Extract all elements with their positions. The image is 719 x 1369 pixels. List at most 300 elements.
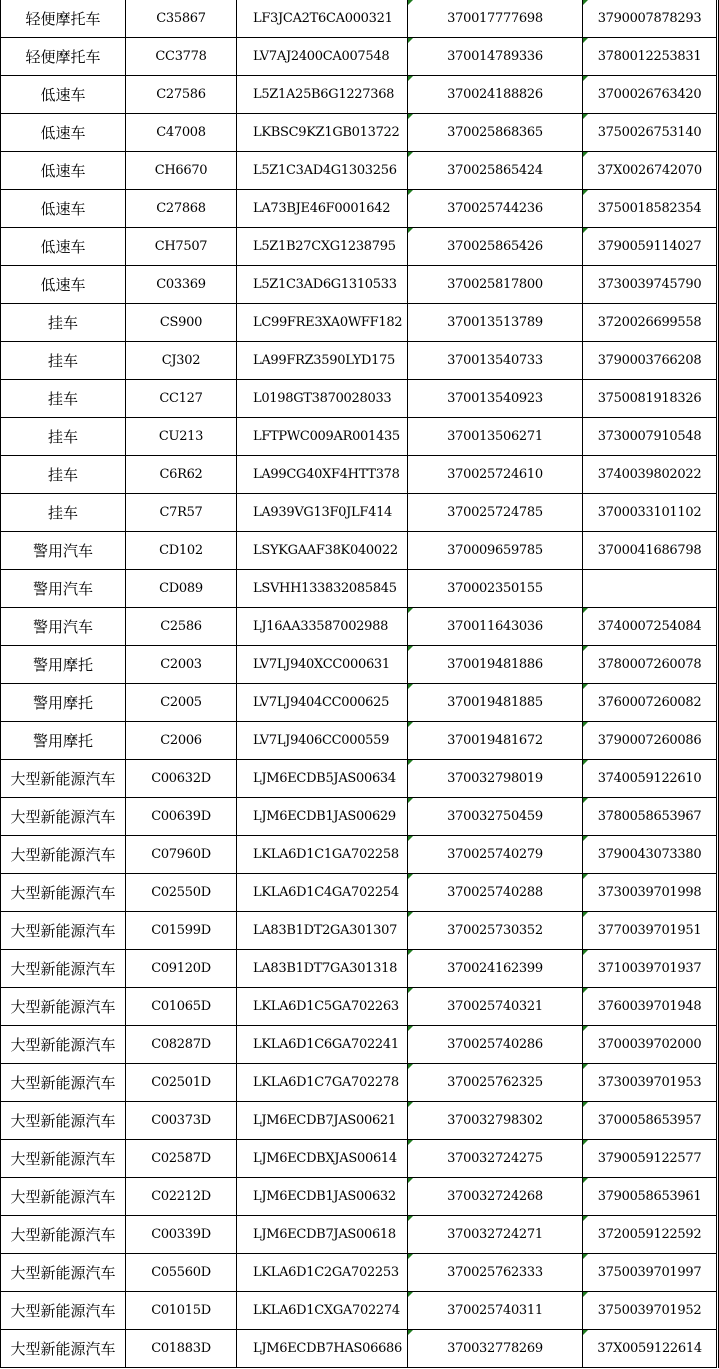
number-a-cell[interactable] bbox=[408, 722, 583, 760]
vin-number: LV7LJ9404CC000625 bbox=[253, 695, 390, 710]
number-a-cell[interactable] bbox=[408, 1216, 583, 1254]
number-a-cell[interactable] bbox=[408, 798, 583, 836]
number-a-cell[interactable] bbox=[408, 1026, 583, 1064]
vin-number: LJM6ECDB7JAS00618 bbox=[253, 1227, 396, 1242]
text-number-marker-icon bbox=[408, 114, 413, 119]
text-number-marker-icon bbox=[583, 1026, 588, 1031]
vehicle-type-cell[interactable] bbox=[1, 1140, 126, 1178]
number-a-cell[interactable] bbox=[408, 912, 583, 950]
number-b: 3730039701953 bbox=[597, 1075, 702, 1090]
vehicle-type-cell[interactable] bbox=[1, 304, 126, 342]
plate-number: C03369 bbox=[156, 277, 206, 292]
text-number-marker-icon bbox=[408, 988, 413, 993]
vehicle-type-cell[interactable] bbox=[1, 608, 126, 646]
vehicle-type: 警用汽车 bbox=[32, 542, 93, 560]
text-number-marker-icon bbox=[408, 608, 413, 613]
text-number-marker-icon bbox=[408, 1178, 413, 1183]
number-b-cell[interactable] bbox=[583, 912, 717, 950]
plate-cell[interactable] bbox=[126, 1026, 237, 1064]
vehicle-type: 警用摩托 bbox=[32, 732, 93, 750]
number-a-cell[interactable] bbox=[408, 1330, 583, 1368]
plate-number: C00373D bbox=[151, 1113, 211, 1128]
number-a: 370025762333 bbox=[447, 1265, 543, 1280]
number-a: 370024162399 bbox=[447, 961, 543, 976]
plate-cell[interactable] bbox=[126, 1292, 237, 1330]
vehicle-type: 挂车 bbox=[47, 428, 78, 446]
vehicle-type: 低速车 bbox=[40, 124, 86, 142]
number-a: 370025724610 bbox=[447, 467, 543, 482]
vehicle-type-cell[interactable] bbox=[1, 798, 126, 836]
vehicle-type: 低速车 bbox=[40, 276, 86, 294]
number-a-cell[interactable] bbox=[408, 76, 583, 114]
number-a-cell[interactable] bbox=[408, 1140, 583, 1178]
text-number-marker-icon bbox=[583, 1254, 588, 1259]
plate-number: C05560D bbox=[151, 1265, 211, 1280]
number-b-cell[interactable] bbox=[583, 608, 717, 646]
vin-cell[interactable] bbox=[237, 912, 408, 950]
plate-cell[interactable] bbox=[126, 532, 237, 570]
table-row bbox=[1, 114, 717, 152]
plate-cell[interactable] bbox=[126, 1216, 237, 1254]
vin-cell[interactable] bbox=[237, 798, 408, 836]
plate-cell[interactable] bbox=[126, 1178, 237, 1216]
plate-number: C02212D bbox=[151, 1189, 211, 1204]
vin-cell[interactable] bbox=[237, 1254, 408, 1292]
vehicle-type-cell[interactable] bbox=[1, 1330, 126, 1368]
number-a-cell[interactable] bbox=[408, 0, 583, 38]
number-a-cell[interactable] bbox=[408, 874, 583, 912]
number-b-cell[interactable] bbox=[583, 152, 717, 190]
plate-number: C2005 bbox=[160, 695, 202, 710]
plate-cell[interactable] bbox=[126, 1330, 237, 1368]
vin-number: LKLA6D1C7GA702278 bbox=[253, 1075, 399, 1090]
vin-cell[interactable] bbox=[237, 722, 408, 760]
vin-cell[interactable] bbox=[237, 1102, 408, 1140]
vehicle-type-cell[interactable] bbox=[1, 532, 126, 570]
vehicle-type-cell[interactable] bbox=[1, 190, 126, 228]
number-b-cell[interactable] bbox=[583, 304, 717, 342]
plate-cell[interactable] bbox=[126, 1140, 237, 1178]
number-a-cell[interactable] bbox=[408, 684, 583, 722]
vehicle-type-cell[interactable] bbox=[1, 1064, 126, 1102]
number-a-cell[interactable] bbox=[408, 304, 583, 342]
number-b: 3720026699558 bbox=[597, 315, 702, 330]
vehicle-type-cell[interactable] bbox=[1, 874, 126, 912]
number-a: 370032724271 bbox=[447, 1227, 543, 1242]
number-b-cell[interactable] bbox=[583, 1178, 717, 1216]
plate-cell[interactable] bbox=[126, 228, 237, 266]
vin-number: LV7AJ2400CA007548 bbox=[253, 49, 390, 64]
number-b-cell[interactable] bbox=[583, 646, 717, 684]
vehicle-type-cell[interactable] bbox=[1, 1178, 126, 1216]
plate-cell[interactable] bbox=[126, 912, 237, 950]
table-row bbox=[1, 836, 717, 874]
vehicle-type: 挂车 bbox=[47, 466, 78, 484]
number-a: 370025865424 bbox=[447, 163, 543, 178]
number-a-cell[interactable] bbox=[408, 114, 583, 152]
number-b-cell[interactable] bbox=[583, 1064, 717, 1102]
number-b-cell[interactable] bbox=[583, 342, 717, 380]
vin-number: LKLA6D1C4GA702254 bbox=[253, 885, 399, 900]
vin-cell[interactable] bbox=[237, 1064, 408, 1102]
number-a: 370025724785 bbox=[447, 505, 543, 520]
number-b: 3790007260086 bbox=[597, 733, 702, 748]
table-row bbox=[1, 152, 717, 190]
plate-number: C27868 bbox=[156, 201, 206, 216]
vehicle-type: 大型新能源汽车 bbox=[10, 884, 116, 902]
table-row bbox=[1, 798, 717, 836]
plate-cell[interactable] bbox=[126, 950, 237, 988]
number-a: 370014789336 bbox=[447, 49, 543, 64]
number-a-cell[interactable] bbox=[408, 988, 583, 1026]
number-a-cell[interactable] bbox=[408, 228, 583, 266]
vin-number: LJM6ECDB1JAS00629 bbox=[253, 809, 396, 824]
number-b-cell[interactable] bbox=[583, 988, 717, 1026]
number-b-cell[interactable] bbox=[583, 532, 717, 570]
table-row bbox=[1, 342, 717, 380]
number-b: 3760039701948 bbox=[597, 999, 702, 1014]
vin-number: LKLA6D1CXGA702274 bbox=[253, 1303, 400, 1318]
table-row bbox=[1, 0, 717, 38]
plate-number: C27586 bbox=[156, 87, 206, 102]
plate-cell[interactable] bbox=[126, 38, 237, 76]
vin-number: L5Z1B27CXG1238795 bbox=[253, 239, 396, 254]
number-a: 370019481885 bbox=[447, 695, 543, 710]
vehicle-type-cell[interactable] bbox=[1, 1292, 126, 1330]
text-number-marker-icon bbox=[583, 836, 588, 841]
number-a: 370025868365 bbox=[447, 125, 543, 140]
plate-number: C7R57 bbox=[159, 505, 203, 520]
vin-cell[interactable] bbox=[237, 1140, 408, 1178]
vehicle-type-cell[interactable] bbox=[1, 1102, 126, 1140]
plate-cell[interactable] bbox=[126, 152, 237, 190]
vin-cell[interactable] bbox=[237, 684, 408, 722]
plate-cell[interactable] bbox=[126, 266, 237, 304]
vin-cell[interactable] bbox=[237, 760, 408, 798]
number-b: 3770039701951 bbox=[597, 923, 702, 938]
plate-cell[interactable] bbox=[126, 646, 237, 684]
plate-number: C08287D bbox=[151, 1037, 211, 1052]
number-a-cell[interactable] bbox=[408, 1292, 583, 1330]
vin-cell[interactable] bbox=[237, 190, 408, 228]
vin-number: LKLA6D1C5GA702263 bbox=[253, 999, 399, 1014]
vehicle-type: 挂车 bbox=[47, 314, 78, 332]
plate-number: C02550D bbox=[151, 885, 211, 900]
table-row bbox=[1, 646, 717, 684]
vin-cell[interactable] bbox=[237, 38, 408, 76]
vin-cell[interactable] bbox=[237, 380, 408, 418]
vin-cell[interactable] bbox=[237, 532, 408, 570]
number-b: 3790058653961 bbox=[597, 1189, 702, 1204]
number-a-cell[interactable] bbox=[408, 570, 583, 608]
number-b-cell[interactable] bbox=[583, 1254, 717, 1292]
number-b-cell[interactable] bbox=[583, 1292, 717, 1330]
vehicle-type-cell[interactable] bbox=[1, 266, 126, 304]
vin-number: LA73BJE46F0001642 bbox=[253, 201, 391, 216]
number-a-cell[interactable] bbox=[408, 190, 583, 228]
vehicle-type-cell[interactable] bbox=[1, 570, 126, 608]
plate-cell[interactable] bbox=[126, 418, 237, 456]
vehicle-type-cell[interactable] bbox=[1, 684, 126, 722]
number-b-cell[interactable] bbox=[583, 760, 717, 798]
number-b: 3750039701997 bbox=[597, 1265, 702, 1280]
vehicle-type-cell[interactable] bbox=[1, 494, 126, 532]
plate-cell[interactable] bbox=[126, 760, 237, 798]
vehicle-type-cell[interactable] bbox=[1, 76, 126, 114]
vin-cell[interactable] bbox=[237, 1216, 408, 1254]
vin-number: LJM6ECDB7JAS00621 bbox=[253, 1113, 396, 1128]
number-b-cell[interactable] bbox=[583, 114, 717, 152]
vehicle-type-cell[interactable] bbox=[1, 1026, 126, 1064]
vehicle-type: 大型新能源汽车 bbox=[10, 1340, 116, 1358]
vehicle-type-cell[interactable] bbox=[1, 380, 126, 418]
number-a-cell[interactable] bbox=[408, 1102, 583, 1140]
table-row bbox=[1, 684, 717, 722]
table-row bbox=[1, 266, 717, 304]
plate-cell[interactable] bbox=[126, 874, 237, 912]
number-b-cell[interactable] bbox=[583, 76, 717, 114]
number-a-cell[interactable] bbox=[408, 1254, 583, 1292]
number-a-cell[interactable] bbox=[408, 38, 583, 76]
text-number-marker-icon bbox=[408, 1026, 413, 1031]
plate-cell[interactable] bbox=[126, 1102, 237, 1140]
vehicle-type-cell[interactable] bbox=[1, 912, 126, 950]
number-a-cell[interactable] bbox=[408, 532, 583, 570]
number-b-cell[interactable] bbox=[583, 456, 717, 494]
number-a-cell[interactable] bbox=[408, 152, 583, 190]
vin-cell[interactable] bbox=[237, 304, 408, 342]
plate-cell[interactable] bbox=[126, 342, 237, 380]
vin-cell[interactable] bbox=[237, 1026, 408, 1064]
vin-cell[interactable] bbox=[237, 950, 408, 988]
vehicle-type: 大型新能源汽车 bbox=[10, 770, 116, 788]
table-row bbox=[1, 228, 717, 266]
number-a-cell[interactable] bbox=[408, 760, 583, 798]
vehicle-type-cell[interactable] bbox=[1, 228, 126, 266]
plate-cell[interactable] bbox=[126, 190, 237, 228]
text-number-marker-icon bbox=[408, 1140, 413, 1145]
number-b-cell[interactable] bbox=[583, 1330, 717, 1368]
vehicle-type-cell[interactable] bbox=[1, 152, 126, 190]
vin-number: LC99FRE3XA0WFF182 bbox=[253, 315, 403, 330]
vin-number: LKLA6D1C6GA702241 bbox=[253, 1037, 399, 1052]
vin-cell[interactable] bbox=[237, 456, 408, 494]
plate-cell[interactable] bbox=[126, 798, 237, 836]
table-row bbox=[1, 608, 717, 646]
number-b-cell[interactable] bbox=[583, 228, 717, 266]
number-a-cell[interactable] bbox=[408, 950, 583, 988]
plate-number: C00632D bbox=[151, 771, 211, 786]
number-b-cell[interactable] bbox=[583, 1216, 717, 1254]
vin-number: LV7LJ9406CC000559 bbox=[253, 733, 390, 748]
plate-cell[interactable] bbox=[126, 114, 237, 152]
vin-cell[interactable] bbox=[237, 494, 408, 532]
number-b-cell[interactable] bbox=[583, 494, 717, 532]
table-row bbox=[1, 190, 717, 228]
number-b-cell[interactable] bbox=[583, 380, 717, 418]
vehicle-type-cell[interactable] bbox=[1, 0, 126, 38]
number-a: 370024188826 bbox=[447, 87, 543, 102]
plate-cell[interactable] bbox=[126, 304, 237, 342]
text-number-marker-icon bbox=[583, 76, 588, 81]
plate-cell[interactable] bbox=[126, 684, 237, 722]
number-b: 3750018582354 bbox=[597, 201, 702, 216]
vin-cell[interactable] bbox=[237, 152, 408, 190]
number-a-cell[interactable] bbox=[408, 494, 583, 532]
plate-cell[interactable] bbox=[126, 570, 237, 608]
text-number-marker-icon bbox=[583, 1140, 588, 1145]
vin-cell[interactable] bbox=[237, 418, 408, 456]
number-b-cell[interactable] bbox=[583, 722, 717, 760]
plate-cell[interactable] bbox=[126, 456, 237, 494]
vin-cell[interactable] bbox=[237, 1330, 408, 1368]
number-b-cell[interactable] bbox=[583, 1140, 717, 1178]
vin-cell[interactable] bbox=[237, 228, 408, 266]
number-a-cell[interactable] bbox=[408, 646, 583, 684]
number-b-cell[interactable] bbox=[583, 0, 717, 38]
vin-cell[interactable] bbox=[237, 1292, 408, 1330]
vin-cell[interactable] bbox=[237, 1178, 408, 1216]
table-row bbox=[1, 950, 717, 988]
vehicle-type: 警用汽车 bbox=[32, 618, 93, 636]
number-a: 370002350155 bbox=[447, 581, 543, 596]
vehicle-type-cell[interactable] bbox=[1, 1216, 126, 1254]
table-row bbox=[1, 722, 717, 760]
text-number-marker-icon bbox=[408, 1064, 413, 1069]
number-a: 370025740321 bbox=[447, 999, 543, 1014]
vehicle-type-cell[interactable] bbox=[1, 646, 126, 684]
text-number-marker-icon bbox=[583, 950, 588, 955]
number-b-cell[interactable] bbox=[583, 190, 717, 228]
number-b-cell[interactable] bbox=[583, 950, 717, 988]
number-b: 3760007260082 bbox=[597, 695, 702, 710]
plate-cell[interactable] bbox=[126, 0, 237, 38]
number-b: 3790003766208 bbox=[597, 353, 702, 368]
vin-cell[interactable] bbox=[237, 836, 408, 874]
number-a: 370025865426 bbox=[447, 239, 543, 254]
number-b: 3750081918326 bbox=[597, 391, 702, 406]
plate-cell[interactable] bbox=[126, 722, 237, 760]
number-a: 370032798302 bbox=[447, 1113, 543, 1128]
vehicle-type-cell[interactable] bbox=[1, 988, 126, 1026]
vin-cell[interactable] bbox=[237, 646, 408, 684]
vehicle-type: 大型新能源汽车 bbox=[10, 846, 116, 864]
plate-cell[interactable] bbox=[126, 836, 237, 874]
number-b-cell[interactable] bbox=[583, 38, 717, 76]
number-b-cell[interactable] bbox=[583, 836, 717, 874]
plate-cell[interactable] bbox=[126, 1254, 237, 1292]
vin-cell[interactable] bbox=[237, 570, 408, 608]
vin-cell[interactable] bbox=[237, 874, 408, 912]
vehicle-type-cell[interactable] bbox=[1, 114, 126, 152]
number-a-cell[interactable] bbox=[408, 418, 583, 456]
vehicle-type-cell[interactable] bbox=[1, 722, 126, 760]
number-b-cell[interactable] bbox=[583, 1102, 717, 1140]
plate-cell[interactable] bbox=[126, 608, 237, 646]
vin-cell[interactable] bbox=[237, 342, 408, 380]
number-b-cell[interactable] bbox=[583, 798, 717, 836]
vehicle-type-cell[interactable] bbox=[1, 836, 126, 874]
number-a-cell[interactable] bbox=[408, 266, 583, 304]
text-number-marker-icon bbox=[583, 114, 588, 119]
table-row bbox=[1, 1064, 717, 1102]
plate-cell[interactable] bbox=[126, 988, 237, 1026]
vehicle-type-cell[interactable] bbox=[1, 342, 126, 380]
number-a-cell[interactable] bbox=[408, 1064, 583, 1102]
text-number-marker-icon bbox=[408, 76, 413, 81]
number-b-cell[interactable] bbox=[583, 418, 717, 456]
vehicle-type: 低速车 bbox=[40, 86, 86, 104]
number-b-cell[interactable] bbox=[583, 1026, 717, 1064]
number-b: 37X0026742070 bbox=[597, 163, 702, 178]
table-row bbox=[1, 456, 717, 494]
plate-cell[interactable] bbox=[126, 76, 237, 114]
text-number-marker-icon bbox=[583, 646, 588, 651]
plate-number: CC127 bbox=[159, 391, 203, 406]
vin-cell[interactable] bbox=[237, 266, 408, 304]
table-row bbox=[1, 1254, 717, 1292]
vehicle-type: 大型新能源汽车 bbox=[10, 1074, 116, 1092]
vehicle-type: 警用摩托 bbox=[32, 656, 93, 674]
table-row bbox=[1, 1026, 717, 1064]
vin-number: L5Z1C3AD4G1303256 bbox=[253, 163, 397, 178]
vin-number: L5Z1C3AD6G1310533 bbox=[253, 277, 397, 292]
number-b: 3750039701952 bbox=[597, 1303, 702, 1318]
vehicle-type-cell[interactable] bbox=[1, 418, 126, 456]
table-row bbox=[1, 760, 717, 798]
vin-number: LA99CG40XF4HTT378 bbox=[253, 467, 400, 482]
number-a-cell[interactable] bbox=[408, 380, 583, 418]
number-b-cell[interactable] bbox=[583, 874, 717, 912]
number-a: 370011643036 bbox=[447, 619, 543, 634]
vin-cell[interactable] bbox=[237, 0, 408, 38]
number-b-cell[interactable] bbox=[583, 684, 717, 722]
number-a: 370025817800 bbox=[447, 277, 543, 292]
plate-cell[interactable] bbox=[126, 494, 237, 532]
number-a-cell[interactable] bbox=[408, 608, 583, 646]
plate-number: CU213 bbox=[158, 429, 204, 444]
vin-cell[interactable] bbox=[237, 76, 408, 114]
vehicle-type-cell[interactable] bbox=[1, 760, 126, 798]
text-number-marker-icon bbox=[583, 38, 588, 43]
plate-number: C01065D bbox=[151, 999, 211, 1014]
number-a: 370013540733 bbox=[447, 353, 543, 368]
number-a-cell[interactable] bbox=[408, 342, 583, 380]
table-row bbox=[1, 1140, 717, 1178]
text-number-marker-icon bbox=[408, 912, 413, 917]
number-a: 370032724268 bbox=[447, 1189, 543, 1204]
plate-cell[interactable] bbox=[126, 380, 237, 418]
number-a-cell[interactable] bbox=[408, 456, 583, 494]
number-b: 3780012253831 bbox=[597, 49, 702, 64]
plate-cell[interactable] bbox=[126, 1064, 237, 1102]
number-b-cell[interactable] bbox=[583, 266, 717, 304]
vehicle-type-cell[interactable] bbox=[1, 456, 126, 494]
text-number-marker-icon bbox=[583, 1330, 588, 1335]
vin-cell[interactable] bbox=[237, 608, 408, 646]
vehicle-type-cell[interactable] bbox=[1, 950, 126, 988]
vehicle-type-cell[interactable] bbox=[1, 1254, 126, 1292]
number-b: 3730039701998 bbox=[597, 885, 702, 900]
number-a-cell[interactable] bbox=[408, 836, 583, 874]
vin-cell[interactable] bbox=[237, 988, 408, 1026]
vin-cell[interactable] bbox=[237, 114, 408, 152]
number-b-cell[interactable] bbox=[583, 570, 717, 608]
number-a-cell[interactable] bbox=[408, 1178, 583, 1216]
vehicle-type-cell[interactable] bbox=[1, 38, 126, 76]
vin-number: LA939VG13F0JLF414 bbox=[253, 505, 393, 520]
text-number-marker-icon bbox=[408, 874, 413, 879]
